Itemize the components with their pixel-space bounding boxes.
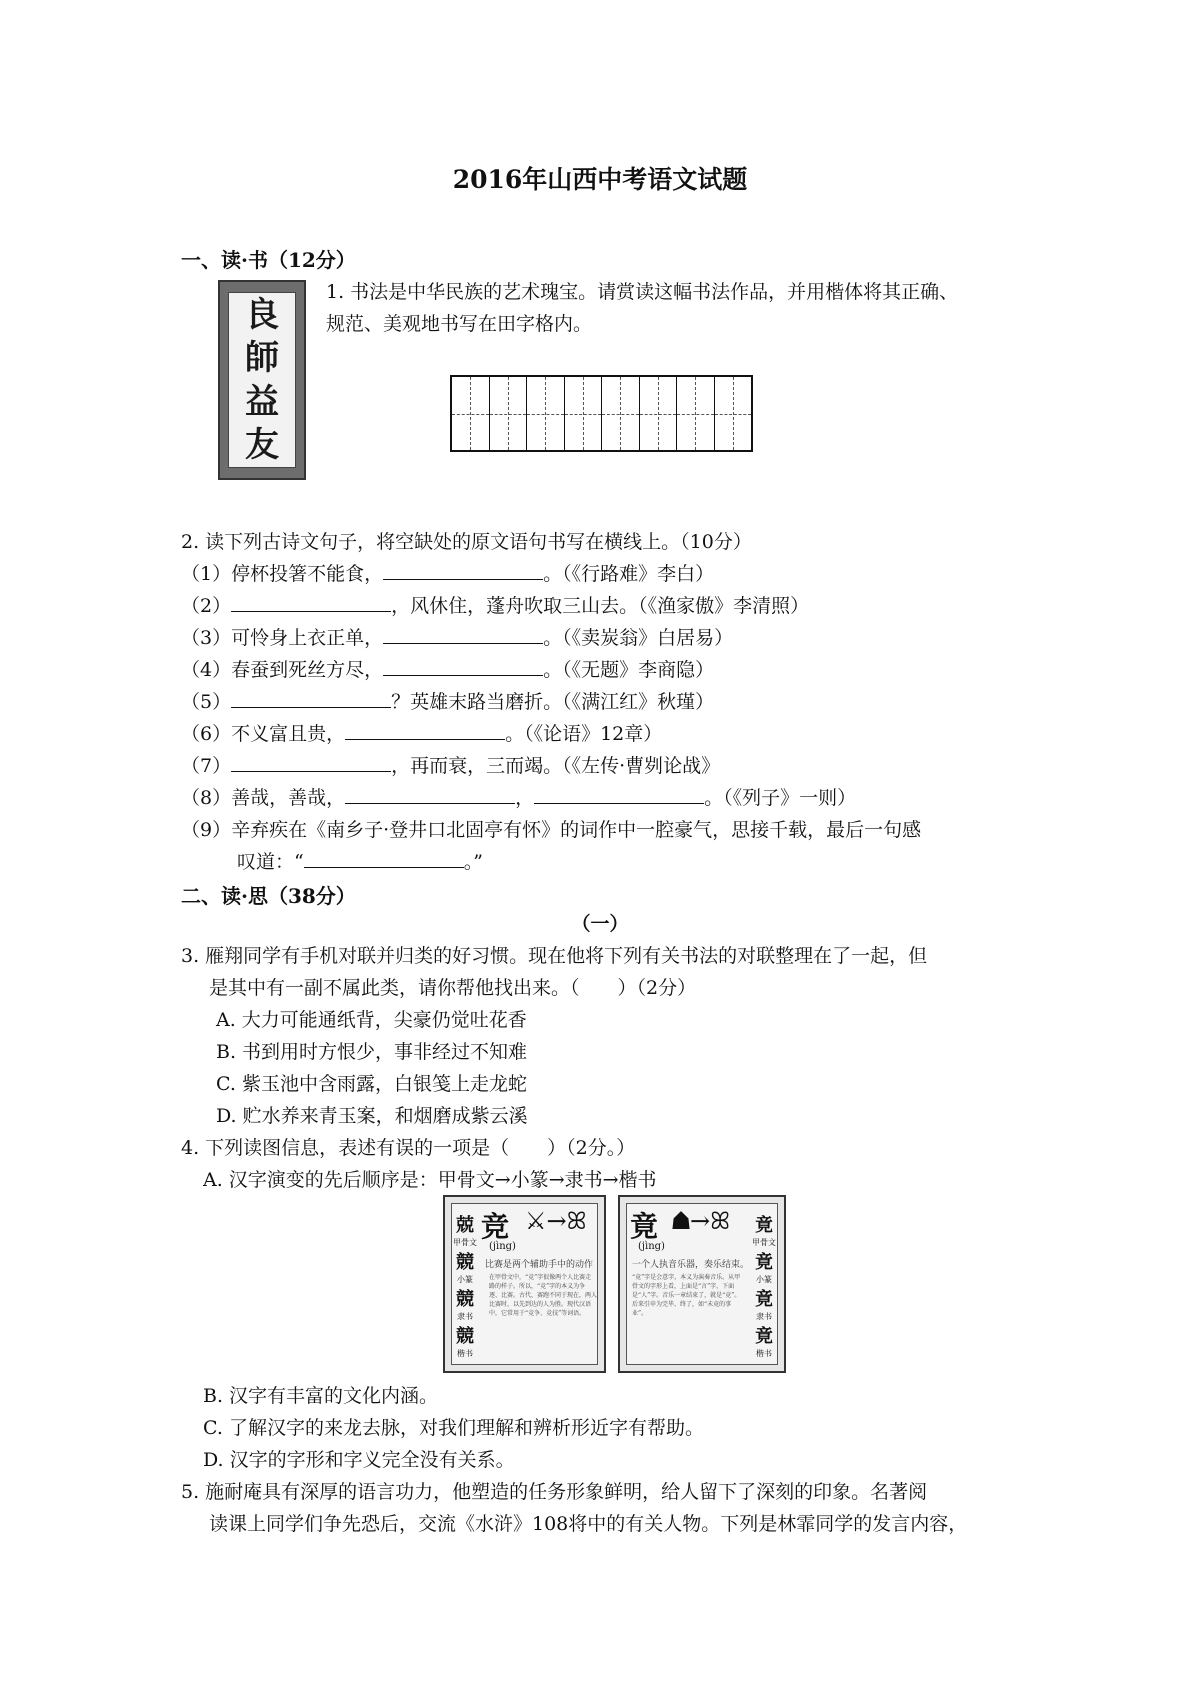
- q2-item-2: [181, 590, 809, 622]
- panel-left-body: 在甲骨文中，“竞”字很像两个人比赛走路的样子。所以，“竞”字的本义为争逐、比赛。古代，赛跑不同于现在，两人比赛时，以先到达的人为胜。现代汉语中，它常用于“竞争、竞技”等词语。: [489, 1274, 598, 1317]
- q2-item-2-post: ，风休住，蓬舟吹取三山去。（《渔家傲》李清照）: [391, 595, 810, 617]
- q3-option-a[interactable]: A. 大力可能通纸背，尖豪仍觉吐花香: [216, 1009, 527, 1031]
- script-glyph: 竟: [755, 1252, 773, 1273]
- jing-chart-right: [618, 1195, 786, 1373]
- q2-item-5: [181, 686, 714, 718]
- script-label: 小篆: [457, 1275, 473, 1284]
- answer-blank[interactable]: [231, 687, 391, 708]
- grid-cell[interactable]: [715, 377, 752, 450]
- q2-intro: 2. 读下列古诗文句子，将空缺处的原文语句书写在横线上。（10分）: [181, 531, 752, 553]
- q3-option-d[interactable]: D. 贮水养来青玉案，和烟磨成紫云溪: [216, 1105, 528, 1127]
- panel-right-pinyin: (jìng): [638, 1241, 665, 1252]
- q2-item-4: [181, 654, 714, 686]
- grid-cell[interactable]: [490, 377, 528, 450]
- calligraphy-char: 友: [245, 425, 279, 466]
- answer-blank[interactable]: [345, 719, 505, 740]
- q2-item-9-pre: 叹道：“: [237, 851, 304, 873]
- q2-item-6-post: 。（《论语》12章）: [505, 723, 663, 745]
- q1-text-line2: 规范、美观地书写在田字格内。: [326, 313, 593, 335]
- answer-blank[interactable]: [304, 847, 464, 868]
- script-glyph: 竟: [755, 1215, 773, 1236]
- q4-option-d[interactable]: D. 汉字的字形和字义完全没有关系。: [203, 1449, 515, 1471]
- grid-cell[interactable]: [565, 377, 603, 450]
- q2-item-4-pre: （4）春蚕到死丝方尽，: [181, 659, 384, 681]
- script-label: 隶书: [756, 1312, 772, 1321]
- figure-icon: ☗→ꕤ: [672, 1207, 731, 1235]
- q2-item-3: [181, 622, 733, 654]
- tianzige-grid[interactable]: [450, 375, 753, 452]
- calligraphy-char: 良: [245, 294, 279, 335]
- panel-left-caption: 比赛是两个辅助手中的动作: [485, 1260, 594, 1270]
- section-1-heading: 一、读·书（12分）: [181, 248, 356, 272]
- q2-item-9-line1: （9）辛弃疾在《南乡子·登井口北固亭有怀》的词作中一腔豪气，思接千载，最后一句感: [181, 819, 922, 841]
- q3-option-c[interactable]: C. 紫玉池中含雨露，白银笺上走龙蛇: [216, 1073, 527, 1095]
- q2-item-3-pre: （3）可怜身上衣正单，: [181, 627, 384, 649]
- q2-item-3-post: 。（《卖炭翁》白居易）: [543, 627, 734, 649]
- q2-item-1-post: 。（《行路难》李白）: [543, 563, 715, 585]
- grid-cell[interactable]: [527, 377, 565, 450]
- q2-item-7: [181, 750, 720, 782]
- grid-cell[interactable]: [602, 377, 640, 450]
- q2-item-4-post: 。（《无题》李商隐）: [543, 659, 715, 681]
- script-label: 楷书: [457, 1349, 473, 1358]
- q2-item-2-pre: （2）: [181, 595, 232, 617]
- q2-item-8-mid: ，: [515, 787, 535, 809]
- calligraphy-image: [218, 280, 306, 480]
- q2-item-1-pre: （1）停杯投箸不能食，: [181, 563, 384, 585]
- panel-right-caption: 一个人执音乐器，奏乐结束。: [632, 1260, 750, 1270]
- q5-line1: 5. 施耐庵具有深厚的语言功力，他塑造的任务形象鲜明，给人留下了深刻的印象。名著阅: [181, 1481, 928, 1503]
- q2-item-7-post: ，再而衰，三而竭。（《左传·曹刿论战》: [391, 755, 721, 777]
- q2-item-5-post: ？英雄末路当磨折。（《满江红》秋瑾）: [391, 691, 715, 713]
- grid-cell[interactable]: [640, 377, 678, 450]
- panel-right-char: 竟: [630, 1210, 659, 1243]
- calligraphy-char: 益: [245, 381, 279, 422]
- answer-blank[interactable]: [345, 783, 515, 804]
- script-glyph: 兢: [456, 1215, 474, 1236]
- script-glyph: 競: [456, 1252, 474, 1273]
- q2-item-8-post: 。（《列子》一则）: [704, 787, 857, 809]
- panel-left-char: 竞: [481, 1210, 510, 1243]
- panel-left-pinyin: (jìng): [489, 1241, 516, 1252]
- q2-item-6-pre: （6）不义富且贵，: [181, 723, 346, 745]
- script-label: 楷书: [756, 1349, 772, 1358]
- script-glyph: 競: [456, 1326, 474, 1347]
- script-label: 隶书: [457, 1312, 473, 1321]
- q5-line2: 读课上同学们争先恐后，交流《水浒》108将中的有关人物。下列是林霏同学的发言内容，: [209, 1513, 968, 1535]
- answer-blank[interactable]: [534, 783, 704, 804]
- figures-icon: ⚔→ꕤ: [525, 1207, 587, 1235]
- calligraphy-char: 師: [245, 338, 279, 379]
- q2-item-9-post: 。”: [463, 851, 483, 873]
- grid-cell[interactable]: [677, 377, 715, 450]
- panel-left-scripts: [453, 1211, 477, 1359]
- answer-blank[interactable]: [383, 655, 543, 676]
- answer-blank[interactable]: [383, 623, 543, 644]
- q1-text-line1: 1. 书法是中华民族的艺术瑰宝。请赏读这幅书法作品，并用楷体将其正确、: [326, 281, 959, 303]
- answer-blank[interactable]: [231, 751, 391, 772]
- grid-cell[interactable]: [452, 377, 490, 450]
- script-label: 小篆: [756, 1275, 772, 1284]
- panel-right-scripts: [752, 1211, 776, 1359]
- panel-right-body: “竟”字是会意字，本义为演奏音乐。从甲骨文的字形上看，上面是“言”字，下面是“人”字。音乐一章结束了，就是“竟”。后来引申为完毕、终了，如“未竟的事业”。: [632, 1274, 741, 1317]
- q2-item-8-pre: （8）善哉，善哉，: [181, 787, 346, 809]
- answer-blank[interactable]: [231, 591, 391, 612]
- q2-item-1: [181, 558, 714, 590]
- part-one-label: （一）: [571, 913, 629, 935]
- section-2-heading: 二、读·思（38分）: [181, 884, 356, 908]
- jing-chart-left: [443, 1195, 606, 1373]
- q3-line2: 是其中有一副不属此类，请你帮他找出来。（ ）（2分）: [209, 977, 697, 999]
- script-label: 甲骨文: [453, 1238, 477, 1247]
- page-title: 2016年山西中考语文试题: [452, 165, 748, 194]
- answer-blank[interactable]: [383, 559, 543, 580]
- script-glyph: 竟: [755, 1326, 773, 1347]
- script-glyph: 竟: [755, 1289, 773, 1310]
- q2-item-8: [181, 782, 856, 814]
- q4-option-b[interactable]: B. 汉字有丰富的文化内涵。: [203, 1385, 439, 1407]
- script-glyph: 競: [456, 1289, 474, 1310]
- calligraphy-scroll: [228, 292, 296, 468]
- q3-line1: 3. 雁翔同学有手机对联并归类的好习惯。现在他将下列有关书法的对联整理在了一起，但: [181, 945, 928, 967]
- q3-option-b[interactable]: B. 书到用时方恨少，事非经过不知难: [216, 1041, 528, 1063]
- q2-item-5-pre: （5）: [181, 691, 232, 713]
- q4-option-c[interactable]: C. 了解汉字的来龙去脉，对我们理解和辨析形近字有帮助。: [203, 1417, 704, 1439]
- q2-item-7-pre: （7）: [181, 755, 232, 777]
- q4-line1: 4. 下列读图信息，表述有误的一项是（ ）（2分。）: [181, 1137, 636, 1159]
- q4-option-a[interactable]: A. 汉字演变的先后顺序是：甲骨文→小篆→隶书→楷书: [203, 1169, 657, 1191]
- q2-item-6: [181, 718, 662, 750]
- q2-item-9-line2: [237, 846, 483, 878]
- script-label: 甲骨文: [752, 1238, 776, 1247]
